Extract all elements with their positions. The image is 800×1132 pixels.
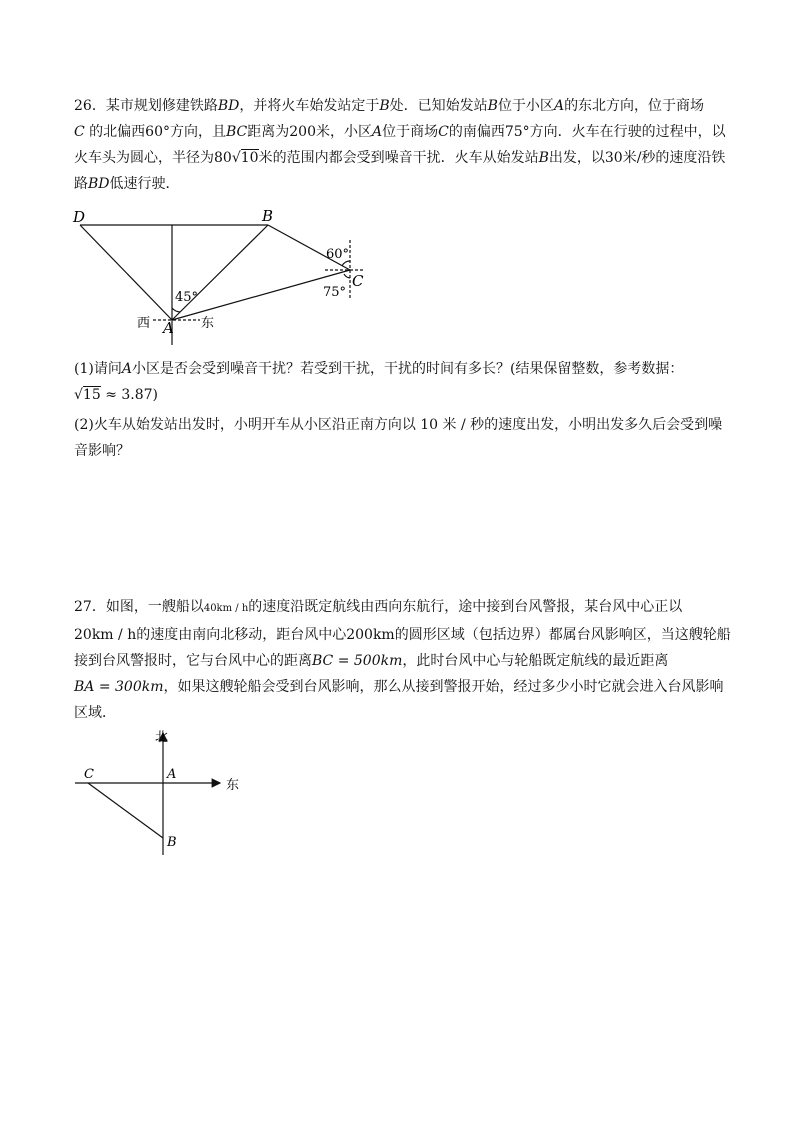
figure-26-diagram <box>70 206 370 351</box>
line-DA <box>80 225 172 320</box>
question-26-part-1: (1)请问A小区是否会受到噪音干扰？若受到干扰，干扰的时间有多长？(结果保留整数，参考数据： √15 ≈ 3.87) <box>74 361 684 403</box>
question-27-text: 27．如图，一艘船以40km / h的速度沿既定航线由西向东航行，途中接到台风警报，某台风中心正以 20km / h的速度由南向北移动，距台风中心200km的圆形区域（包括边界）都属台风影响区，当这艘轮船接到台风警报时，它与台风中心的距离BC = 500km，此时台风中心与轮船既定航线的最近距离 BA = 300km，如果这艘轮船会受到台风影响，那么从接到警报开始，经过多少小时它就会进入台风影响区域． <box>74 599 731 721</box>
question-26-text: 26．某市规划修建铁路BD，并将火车始发站定于B处．已知始发站B位于小区A的东北方向，位于商场 C 的北偏西60°方向，且BC距离为200米，小区A位于商场C的南偏西75°方向．火车在行驶的过程中，以火车头为圆心，半径为80√10米的范围内都会受到噪音干扰．火车从始发站B出发，以30米/秒的速度沿铁路BD低速行驶． <box>74 98 726 192</box>
angle-arc-75 <box>344 274 350 278</box>
line-BA <box>172 225 268 320</box>
label-B: B <box>167 835 177 850</box>
label-C: C <box>352 272 364 290</box>
label-angle-75: 75° <box>323 285 347 300</box>
label-east: 东 <box>201 316 215 331</box>
question-number: 27． <box>74 599 106 615</box>
label-angle-45: 45° <box>175 290 199 305</box>
figure-27-diagram <box>70 724 250 864</box>
label-B: B <box>262 207 274 225</box>
label-C: C <box>84 767 94 782</box>
question-26-part-2: (2)火车从始发站出发时，小明开车从小区沿正南方向以 10 米 / 秒的速度出发，小明出发多久后会受到噪音影响？ <box>74 417 723 459</box>
label-west: 西 <box>137 316 151 331</box>
line-CB <box>88 783 163 838</box>
label-angle-60: 60° <box>326 247 350 262</box>
label-north: 北 <box>155 730 169 745</box>
label-A: A <box>163 319 174 337</box>
label-A: A <box>167 767 177 782</box>
label-east: 东 <box>226 778 240 793</box>
question-number: 26． <box>74 98 106 114</box>
label-D: D <box>73 208 86 226</box>
angle-arc-45 <box>172 308 180 312</box>
